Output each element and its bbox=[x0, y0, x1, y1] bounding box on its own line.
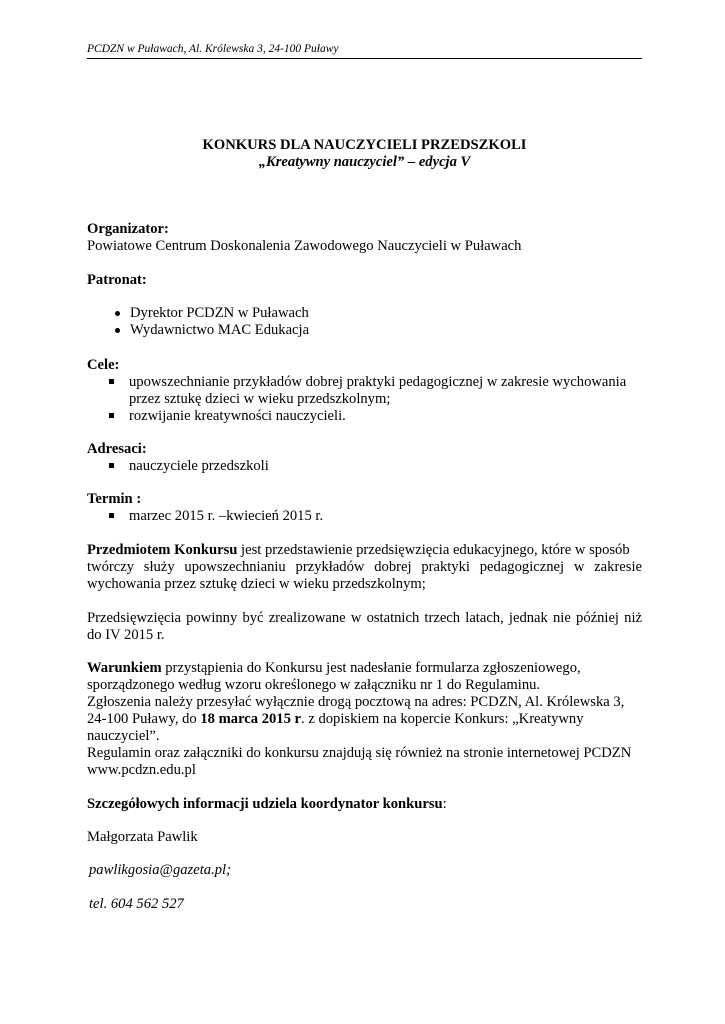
conditions-paragraph-line bbox=[87, 711, 642, 727]
deadline-label: Termin : bbox=[87, 491, 142, 507]
bullet-dot-icon bbox=[115, 328, 120, 333]
website-link[interactable]: www.pcdzn.edu.pl bbox=[87, 762, 196, 778]
subject-paragraph-line: twórczy służy upowszechnianiu przykładów dobrej praktyki pedagogicznej w zakresie bbox=[87, 559, 642, 575]
page-header: PCDZN w Puławach, Al. Królewska 3, 24-100 Puławy bbox=[87, 43, 642, 59]
info-colon: : bbox=[442, 796, 447, 812]
patronage-item-label: Wydawnictwo MAC Edukacja bbox=[130, 322, 310, 338]
patronage-item-label: Dyrektor PCDZN w Puławach bbox=[130, 305, 309, 321]
goals-label: Cele: bbox=[87, 357, 120, 373]
patronage-label: Patronat: bbox=[87, 272, 147, 288]
conditions-line-text: przystąpienia do Konkursu jest nadesłanie formularza zgłoszeniowego, bbox=[161, 660, 581, 676]
conditions-line-text: . z dopiskiem na kopercie Konkurs: „Kreatywny bbox=[301, 711, 584, 727]
organizer-value: Powiatowe Centrum Doskonalenia Zawodowego Nauczycieli w Puławach bbox=[87, 238, 522, 254]
conditions-paragraph-line: sporządzonego według wzoru określonego w załączniku nr 1 do Regulaminu. bbox=[87, 677, 541, 693]
timeframe-paragraph-line: Przedsięwzięcia powinny być zrealizowane w ostatnich trzech latach, jednak nie później niż bbox=[87, 610, 642, 626]
bullet-square-icon bbox=[109, 413, 114, 418]
coordinator-email-link[interactable]: pawlikgosia@gazeta.pl; bbox=[89, 862, 231, 878]
goals-item-line: upowszechnianie przykładów dobrej praktyki pedagogicznej w zakresie wychowania bbox=[129, 374, 627, 390]
bullet-square-icon bbox=[109, 513, 114, 518]
recipients-label: Adresaci: bbox=[87, 441, 147, 457]
conditions-paragraph-line: nauczyciel”. bbox=[87, 728, 160, 744]
deadline-item-label: marzec 2015 r. –kwiecień 2015 r. bbox=[129, 508, 324, 524]
conditions-deadline-date: 18 marca 2015 r bbox=[200, 711, 302, 727]
coordinator-name: Małgorzata Pawlik bbox=[87, 829, 198, 845]
coordinator-phone: tel. 604 562 527 bbox=[89, 896, 184, 912]
subject-line-text: jest przedstawienie przedsięwzięcia edukacyjnego, które w sposób bbox=[237, 542, 630, 558]
bullet-square-icon bbox=[109, 463, 114, 468]
subject-paragraph-line: wychowania przez sztukę dzieci w wieku przedszkolnym; bbox=[87, 576, 426, 592]
goals-item-line: rozwijanie kreatywności nauczycieli. bbox=[129, 408, 346, 424]
conditions-paragraph-line: Regulamin oraz załączniki do konkursu znajdują się również na stronie internetowej PCDZN bbox=[87, 745, 632, 761]
recipients-item-label: nauczyciele przedszkoli bbox=[129, 458, 269, 474]
subject-bold-lead: Przedmiotem Konkursu bbox=[87, 542, 238, 558]
document-title: KONKURS DLA NAUCZYCIELI PRZEDSZKOLI bbox=[202, 137, 527, 153]
bullet-square-icon bbox=[109, 379, 114, 384]
conditions-bold-lead: Warunkiem bbox=[87, 660, 162, 676]
info-bold-text: Szczegółowych informacji udziela koordynator konkursu bbox=[87, 796, 443, 812]
organizer-label: Organizator: bbox=[87, 221, 169, 237]
conditions-paragraph-line: Zgłoszenia należy przesyłać wyłącznie drogą pocztową na adres: PCDZN, Al. Królewska 3, bbox=[87, 694, 625, 710]
document-subtitle: „Kreatywny nauczyciel” – edycja V bbox=[258, 154, 471, 170]
goals-item-line: przez sztukę dzieci w wieku przedszkolnym; bbox=[129, 391, 391, 407]
conditions-line-text: 24-100 Puławy, do bbox=[87, 711, 201, 727]
timeframe-paragraph-line: do IV 2015 r. bbox=[87, 627, 165, 643]
conditions-paragraph-line bbox=[87, 660, 642, 676]
info-line bbox=[87, 796, 642, 812]
bullet-dot-icon bbox=[115, 311, 120, 316]
subject-paragraph-line bbox=[87, 542, 642, 558]
